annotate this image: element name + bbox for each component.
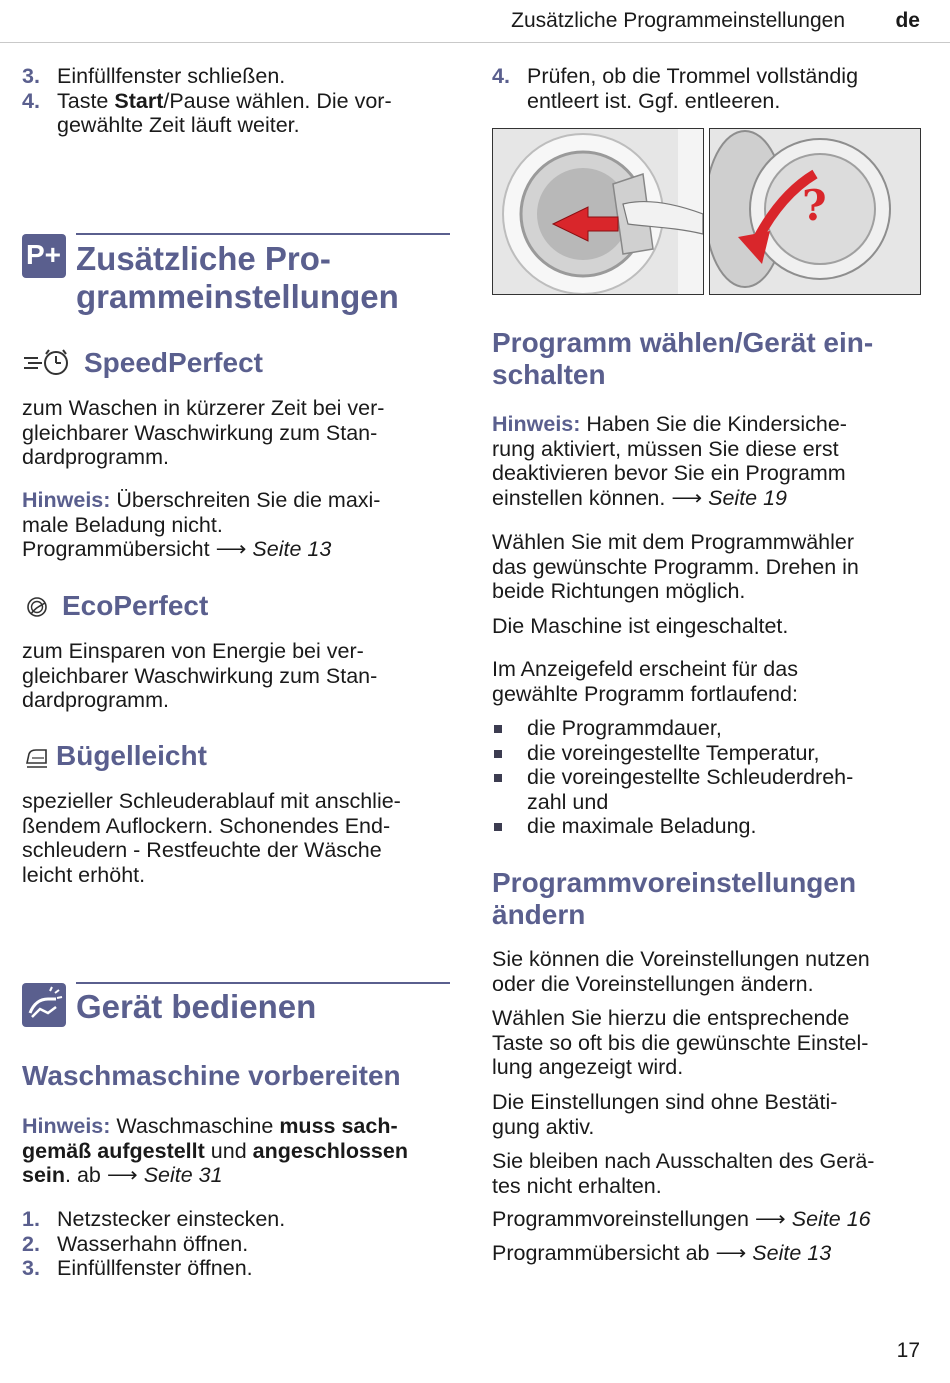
operate-device-icon — [22, 983, 66, 1027]
iron-icon — [24, 744, 52, 776]
prepare-steps-list — [22, 1207, 450, 1281]
prepare-title: Waschmaschine vorbereiten — [22, 1060, 401, 1091]
list-item: 1. Netzstecker einstecken. — [22, 1207, 286, 1231]
select-program-title: Programm wählen/Gerät ein- schalten — [492, 327, 874, 390]
list-item: die voreingestellte Temperatur, — [492, 741, 922, 766]
section-rule — [76, 233, 450, 235]
list-item: 2. Wasserhahn öffnen. — [22, 1231, 249, 1256]
page-reference: Seite 13 — [752, 1241, 832, 1265]
machine-on-paragraph: Die Maschine ist eingeschaltet. — [492, 614, 789, 638]
presets-paragraph: Sie bleiben nach Ausschalten des Gerä- tes nicht erhalten. — [492, 1149, 875, 1198]
arrow-icon: ⟶ — [671, 485, 703, 510]
list-item: die voreingestellte Schleuderdreh- zahl und — [492, 765, 922, 814]
running-header-title: Zusätzliche Programmeinstellungen — [511, 9, 845, 32]
section-rule — [76, 982, 450, 984]
buegelleicht-title: Bügelleicht — [56, 740, 207, 771]
page-reference: Seite 13 — [252, 537, 332, 561]
washing-machine-door-icon — [493, 129, 703, 294]
select-program-note: Hinweis: Haben Sie die Kindersiche- rung aktiviert, müssen Sie diese erst deaktivieren bevor Sie ein Programm einstellen können. ⟶ Seite 19 — [492, 412, 847, 510]
page-reference: Seite 31 — [143, 1163, 223, 1187]
page-reference: Seite 16 — [791, 1207, 871, 1231]
display-bullet-list — [492, 716, 922, 839]
ecoperfect-description: zum Einsparen von Energie bei ver- gleichbarer Waschwirkung zum Stan- dardprogramm. — [22, 639, 378, 712]
presets-paragraph: Die Einstellungen sind ohne Bestäti- gung aktiv. — [492, 1090, 838, 1139]
presets-paragraph: Sie können die Voreinstellungen nutzen oder die Voreinstellungen ändern. — [492, 947, 870, 996]
list-item: 4. Prüfen, ob die Trommel vollständig entleert ist. Ggf. entleeren. — [492, 64, 859, 113]
buegelleicht-description: spezieller Schleuderablauf mit anschlie- ßendem Auflockern. Schonendes End- schleudern - Restfeuchte der Wäsche leicht erhöht. — [22, 789, 401, 887]
speedperfect-icon — [22, 346, 72, 384]
speedperfect-description: zum Waschen in kürzerer Zeit bei ver- gleichbarer Waschwirkung zum Stan- dardprogramm. — [22, 396, 385, 469]
arrow-icon: ⟶ — [106, 1163, 138, 1187]
ecoperfect-icon — [25, 594, 51, 626]
illustration-open-door — [492, 128, 704, 295]
ecoperfect-title: EcoPerfect — [62, 590, 209, 621]
speedperfect-title: SpeedPerfect — [84, 347, 263, 378]
illustration-check-drum — [709, 128, 921, 295]
prepare-note: Hinweis: Waschmaschine muss sach- gemäß aufgestellt und angeschlossen sein. ab ⟶ Seite 31 — [22, 1114, 408, 1187]
list-item: die Programmdauer, — [492, 716, 922, 741]
select-program-paragraph: Wählen Sie mit dem Programmwähler das gewünschte Programm. Drehen in beide Richtungen möglich. — [492, 530, 859, 603]
section-title-extra-settings: Zusätzliche Pro- grammeinstellungen — [76, 240, 399, 315]
overview-reference: Programmübersicht ab ⟶ Seite 13 — [492, 1241, 832, 1265]
presets-title: Programmvoreinstellungen ändern — [492, 867, 857, 930]
speedperfect-note: Hinweis: Überschreiten Sie die maxi- male Beladung nicht. Programmübersicht ⟶ Seite 13 — [22, 488, 381, 561]
language-code: de — [895, 9, 920, 32]
arrow-icon: ⟶ — [215, 537, 247, 561]
arrow-icon: ⟶ — [715, 1241, 747, 1265]
p-plus-icon: P+ — [22, 234, 66, 278]
question-mark: ? — [802, 181, 827, 230]
list-item: 4. Taste Start/Pause wählen. Die vor- gewählte Zeit läuft weiter. — [22, 88, 392, 137]
page-number: 17 — [896, 1338, 920, 1362]
list-item: 3. Einfüllfenster öffnen. — [22, 1256, 253, 1280]
display-paragraph: Im Anzeigefeld erscheint für das gewählte Programm fortlaufend: — [492, 657, 798, 706]
section-title-operate: Gerät bedienen — [76, 988, 317, 1025]
list-item: 3. Einfüllfenster schließen. — [22, 64, 286, 88]
presets-paragraph: Wählen Sie hierzu die entsprechende Taste so oft bis die gewünschte Einstel- lung angezeigt wird. — [492, 1006, 869, 1079]
drum-check-step — [492, 64, 922, 113]
arrow-icon: ⟶ — [754, 1207, 786, 1231]
header-divider — [0, 42, 950, 43]
continued-steps-list — [22, 64, 450, 138]
list-item: die maximale Beladung. — [492, 814, 922, 839]
page-reference: Seite 19 — [708, 485, 788, 510]
presets-reference: Programmvoreinstellungen ⟶ Seite 16 — [492, 1207, 871, 1231]
